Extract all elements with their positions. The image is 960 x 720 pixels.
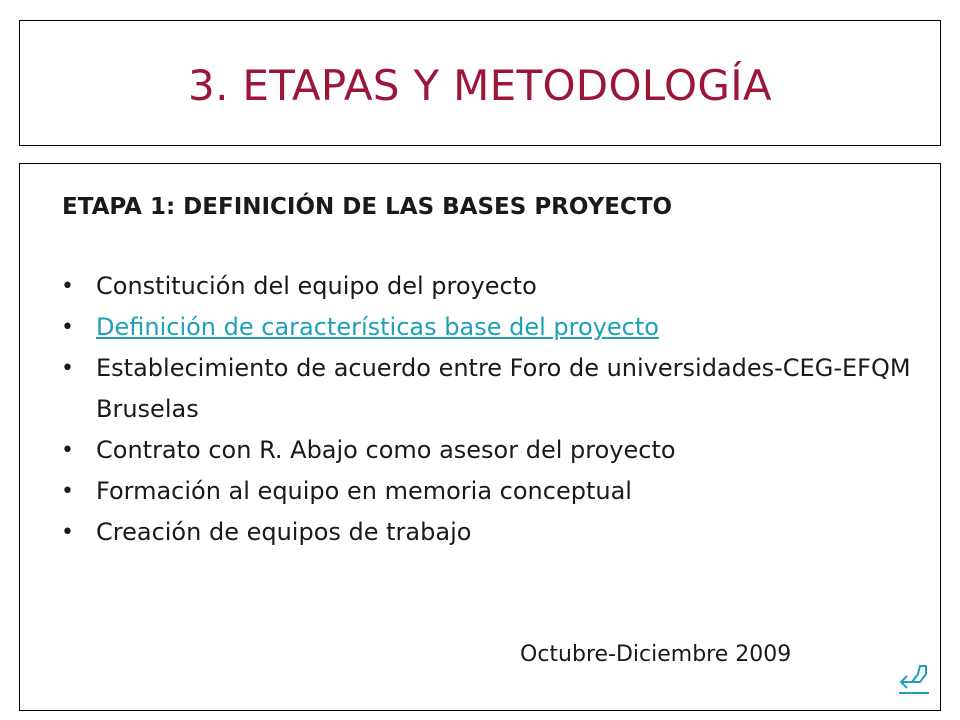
list-item (56, 307, 916, 348)
list-item-text: Contrato con R. Abajo como asesor del proyecto (96, 436, 676, 464)
bullet-marker: • (61, 315, 74, 340)
characteristics-link[interactable]: Definición de características base del proyecto (96, 313, 659, 341)
title-box (19, 20, 941, 146)
list-item (56, 430, 916, 471)
bullet-marker: • (61, 438, 74, 463)
bullet-list (56, 266, 916, 553)
bullet-marker: • (61, 356, 74, 381)
list-item-text: Establecimiento de acuerdo entre Foro de universidades-CEG-EFQM Bruselas (96, 354, 911, 423)
list-item-text: Creación de equipos de trabajo (96, 518, 472, 546)
list-item (56, 512, 916, 553)
list-item (56, 348, 916, 430)
content-box (19, 163, 941, 711)
bullet-marker: • (61, 479, 74, 504)
return-arrow-icon[interactable] (896, 662, 932, 696)
page-title: 3. ETAPAS Y METODOLOGÍA (188, 60, 772, 110)
list-item (56, 471, 916, 512)
date-range: Octubre-Diciembre 2009 (520, 642, 792, 667)
bullet-marker: • (61, 520, 74, 545)
bullet-marker: • (61, 274, 74, 299)
list-item-text: Formación al equipo en memoria conceptual (96, 477, 632, 505)
list-item-text: Constitución del equipo del proyecto (96, 272, 537, 300)
list-item (56, 266, 916, 307)
stage-heading: ETAPA 1: DEFINICIÓN DE LAS BASES PROYECTO (62, 194, 673, 220)
